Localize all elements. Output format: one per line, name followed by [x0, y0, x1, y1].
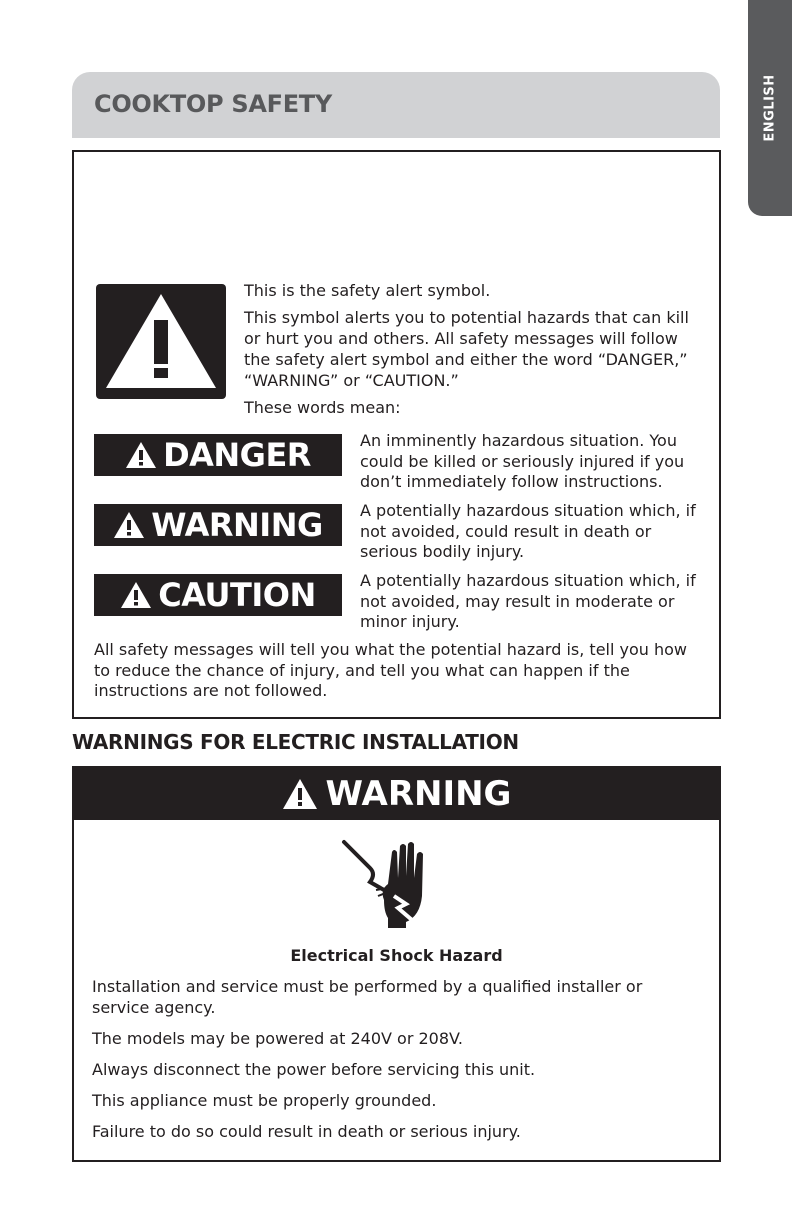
- warning-item: This appliance must be properly grounded.: [92, 1091, 437, 1110]
- warning-item: Installation and service must be performed by a qualified installer or service agency.: [92, 977, 643, 1017]
- hazard-title: Electrical Shock Hazard: [290, 946, 503, 965]
- section-header: [72, 72, 720, 138]
- warning-item: Failure to do so could result in death or serious injury.: [92, 1122, 521, 1141]
- section-title: COOKTOP SAFETY: [94, 90, 332, 118]
- caution-label: CAUTION: [158, 576, 316, 614]
- danger-label: DANGER: [163, 436, 311, 474]
- warning-triangle-icon: [120, 581, 152, 609]
- warning-label: WARNING: [151, 506, 323, 544]
- alert-body: This symbol alerts you to potential hazards that can kill or hurt you and others. All safety messages will follow the safety alert symbol and either the word “DANGER,” “WARNING” or “CAUTION.”: [244, 308, 689, 390]
- caution-meaning: A potentially hazardous situation which, if not avoided, may result in moderate or minor injury.: [360, 571, 696, 631]
- warning-item: Always disconnect the power before servicing this unit.: [92, 1060, 536, 1079]
- danger-badge: [94, 434, 342, 476]
- warning-badge: [94, 504, 342, 546]
- alert-intro: This is the safety alert symbol.: [244, 281, 491, 300]
- danger-meaning: An imminently hazardous situation. You could be killed or seriously injured if you don’t immediately follow instructions.: [360, 431, 685, 491]
- warning-meaning: A potentially hazardous situation which, if not avoided, could result in death or serious bodily injury.: [360, 501, 696, 561]
- warning-triangle-icon: [125, 441, 157, 469]
- warning-banner-label: WARNING: [325, 774, 512, 814]
- warning-triangle-icon: [113, 511, 145, 539]
- electric-section-heading: WARNINGS FOR ELECTRIC INSTALLATION: [72, 730, 519, 754]
- safety-alert-icon: [96, 284, 226, 399]
- warning-banner: [74, 768, 719, 820]
- warning-instructions: [92, 976, 702, 1152]
- electrical-shock-hazard-icon: [340, 838, 430, 930]
- warning-triangle-icon: [282, 778, 318, 810]
- safety-alert-box: [72, 150, 721, 719]
- language-tab-label: ENGLISH: [762, 74, 778, 142]
- caution-badge: [94, 574, 342, 616]
- alert-these-words: These words mean:: [244, 398, 401, 417]
- electric-warning-box: [72, 766, 721, 1162]
- safety-alert-description: [244, 280, 704, 424]
- safety-footer-text: All safety messages will tell you what the potential hazard is, tell you how to reduce the chance of injury, and tell you what can happen if the instructions are not followed.: [94, 640, 688, 700]
- warning-item: The models may be powered at 240V or 208V.: [92, 1029, 463, 1048]
- language-tab[interactable]: [748, 0, 792, 216]
